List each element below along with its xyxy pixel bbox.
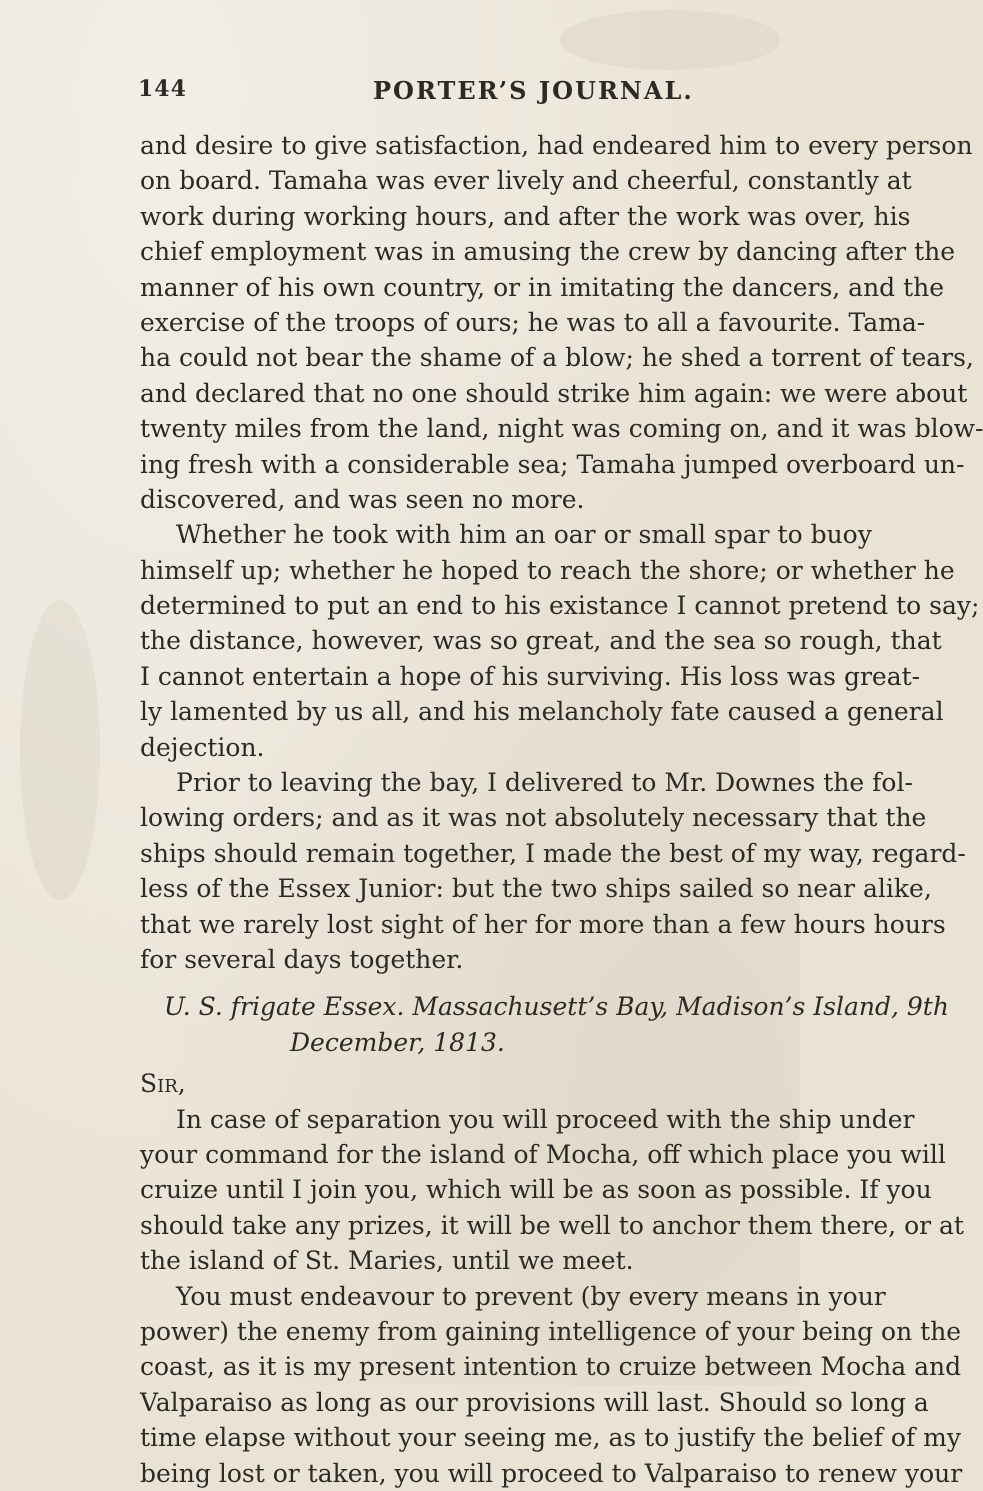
text-line: chief employment was in amusing the crew by dancing after the	[140, 237, 956, 267]
text-line: ing fresh with a considerable sea; Tamaha jumped overboard un-	[140, 449, 965, 479]
text-line: being lost or taken, you will proceed to Valparaiso to renew your	[140, 1458, 963, 1488]
body-text	[140, 128, 983, 1491]
text-line: and declared that no one should strike him again: we were about	[140, 378, 968, 408]
paper-stain	[20, 600, 100, 900]
text-line: Valparaiso as long as our provisions will last. Should so long a	[140, 1387, 929, 1417]
text-line: ships should remain together, I made the best of my way, regard-	[140, 838, 966, 868]
paragraph-1	[140, 128, 983, 517]
text-line: and desire to give satisfaction, had endeared him to every person	[140, 131, 973, 160]
page-header	[138, 76, 778, 110]
text-line: power) the enemy from gaining intelligence of your being on the	[140, 1316, 962, 1346]
text-line: You must endeavour to prevent (by every means in your	[176, 1281, 886, 1311]
text-line: work during working hours, and after the work was over, his	[140, 201, 911, 231]
text-line: on board. Tamaha was ever lively and cheerful, constantly at	[140, 166, 912, 196]
text-line: the island of St. Maries, until we meet.	[140, 1246, 634, 1276]
text-line: Whether he took with him an oar or small spar to buoy	[176, 520, 872, 550]
text-line: the distance, however, was so great, and the sea so rough, that	[140, 626, 942, 656]
letter-date: December, 1813.	[290, 1027, 505, 1057]
text-line: less of the Essex Junior: but the two ships sailed so near alike,	[140, 874, 932, 904]
letter-paragraph-2	[140, 1279, 963, 1491]
text-line: cruize until I join you, which will be as soon as possible. If you	[140, 1175, 932, 1205]
text-line: for several days together.	[140, 944, 464, 974]
text-line: time elapse without your seeing me, as to justify the belief of my	[140, 1423, 962, 1453]
page-number: 144	[138, 76, 187, 102]
text-line: should take any prizes, it will be well to anchor them there, or at	[140, 1210, 964, 1240]
text-line: that we rarely lost sight of her for more than a few hours hours	[140, 909, 946, 939]
paragraph-2	[140, 517, 980, 765]
text-line: dejection.	[140, 732, 265, 762]
text-line: In case of separation you will proceed with the ship under	[176, 1104, 915, 1134]
letter-paragraph-1	[140, 1102, 964, 1279]
text-line: exercise of the troops of ours; he was to all a favourite. Tama-	[140, 307, 926, 337]
paragraph-3	[140, 765, 966, 977]
letter-dateline: U. S. frigate Essex. Massachusett’s Bay, Madison’s Island, 9th	[164, 992, 949, 1022]
letter-salutation: Sir,	[140, 1069, 186, 1099]
letter	[140, 989, 964, 1491]
paper-stain	[560, 10, 780, 70]
text-line: himself up; whether he hoped to reach the shore; or whether he	[140, 555, 955, 585]
text-line: lowing orders; and as it was not absolutely necessary that the	[140, 803, 927, 833]
text-line: Prior to leaving the bay, I delivered to Mr. Downes the fol-	[176, 768, 913, 798]
running-head: PORTER’S JOURNAL.	[373, 76, 694, 105]
section-spacer	[140, 977, 780, 989]
text-line: twenty miles from the land, night was coming on, and it was blow-	[140, 414, 983, 444]
text-line: determined to put an end to his existance I cannot pretend to say;	[140, 591, 980, 621]
text-line: discovered, and was seen no more.	[140, 484, 585, 514]
text-line: coast, as it is my present intention to cruize between Mocha and	[140, 1352, 962, 1382]
text-line: ly lamented by us all, and his melancholy fate caused a general	[140, 697, 944, 727]
text-line: ha could not bear the shame of a blow; he shed a torrent of tears,	[140, 343, 974, 373]
text-line: your command for the island of Mocha, off which place you will	[140, 1139, 946, 1169]
text-line: manner of his own country, or in imitating the dancers, and the	[140, 272, 945, 302]
text-line: I cannot entertain a hope of his surviving. His loss was great-	[140, 661, 921, 691]
